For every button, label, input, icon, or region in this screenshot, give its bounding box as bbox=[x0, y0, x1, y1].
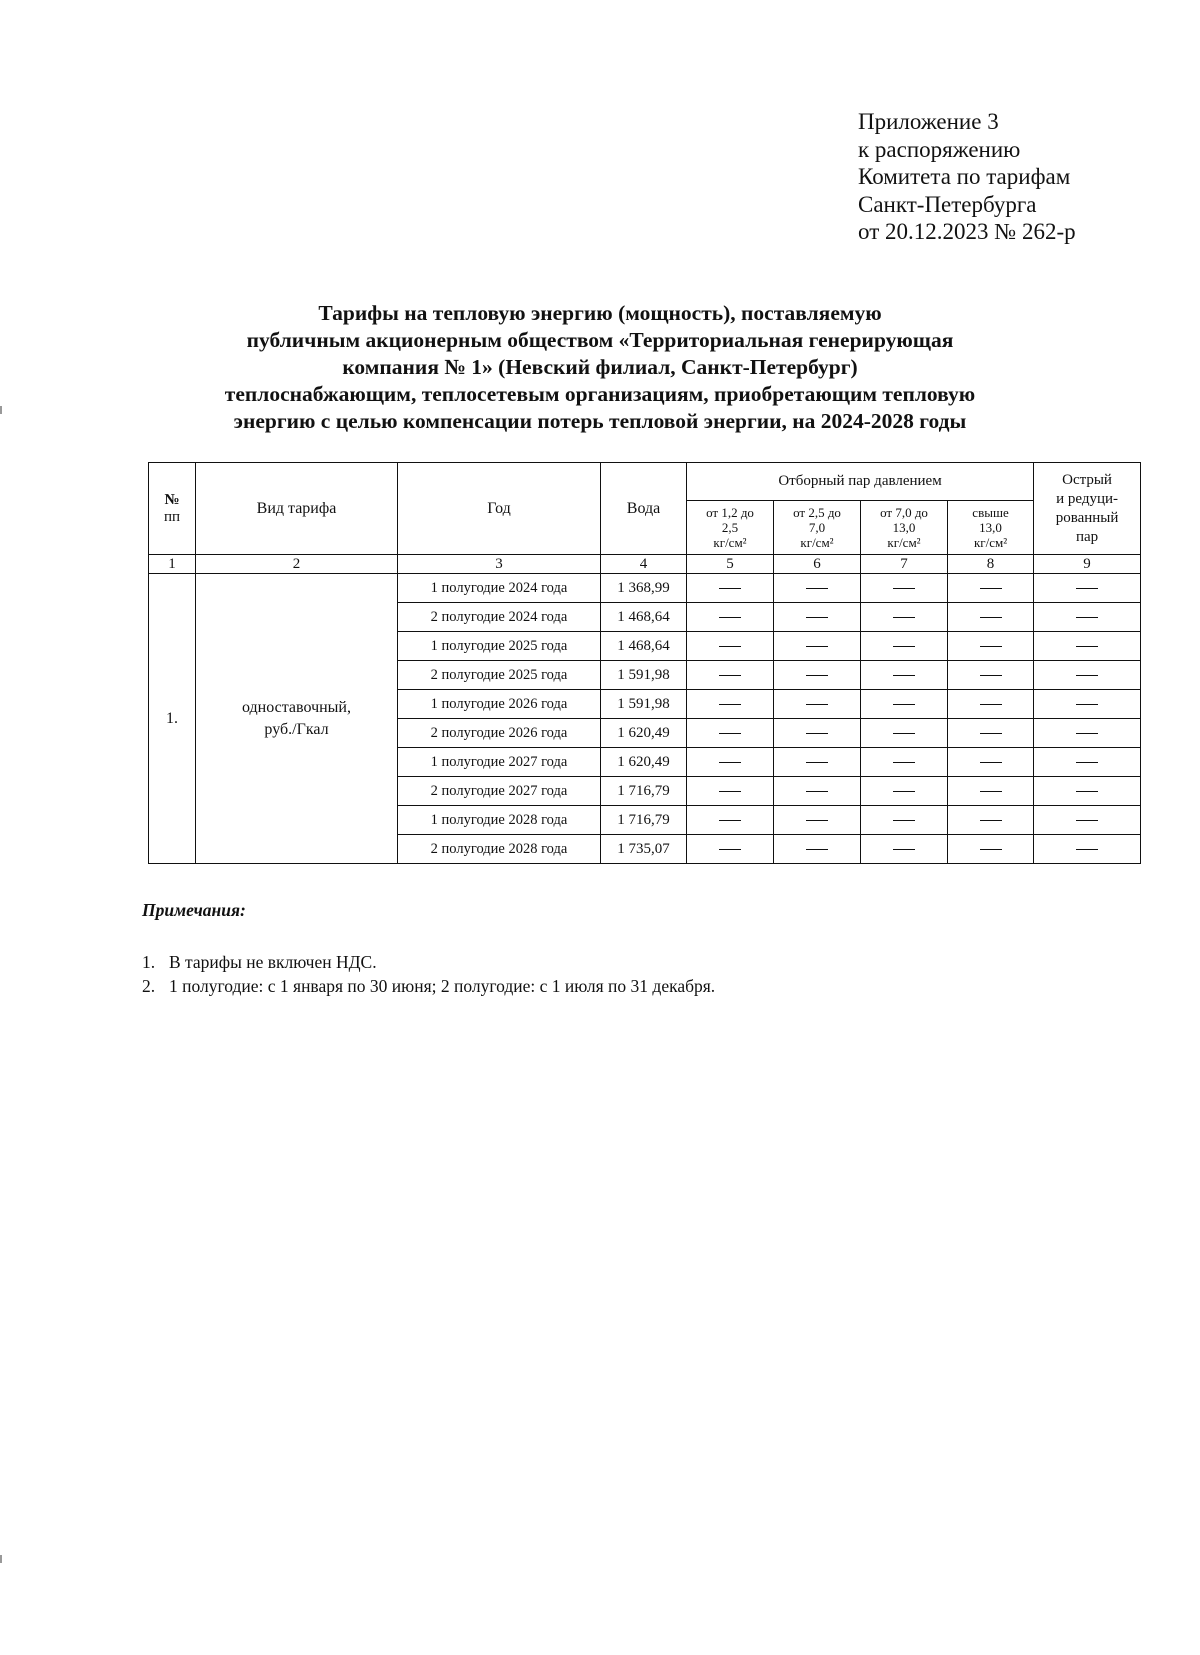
dash-mark bbox=[719, 791, 741, 792]
year-cell: 1 полугодие 2028 года bbox=[398, 806, 601, 835]
water-value: 1 591,98 bbox=[601, 661, 687, 690]
dash-mark bbox=[980, 704, 1002, 705]
notes-list bbox=[142, 950, 715, 998]
empty-cell bbox=[948, 661, 1034, 690]
dash-mark bbox=[980, 791, 1002, 792]
column-number: 6 bbox=[774, 555, 861, 574]
dash-mark bbox=[980, 646, 1002, 647]
header-water: Вода bbox=[601, 463, 687, 555]
header-steam-1 bbox=[687, 501, 774, 555]
header-steam-line: 2,5 bbox=[721, 520, 739, 535]
table-header-row bbox=[149, 463, 1141, 501]
table-row bbox=[149, 574, 1141, 603]
header-sharp-line: пар bbox=[1075, 528, 1099, 545]
dash-mark bbox=[806, 617, 828, 618]
empty-cell bbox=[861, 661, 948, 690]
dash-mark bbox=[1076, 588, 1098, 589]
dash-mark bbox=[719, 849, 741, 850]
dash-mark bbox=[719, 704, 741, 705]
dash-mark bbox=[806, 849, 828, 850]
header-steam-line: 7,0 bbox=[808, 520, 826, 535]
tariff-type-cell bbox=[196, 574, 398, 864]
empty-cell bbox=[774, 806, 861, 835]
empty-cell bbox=[948, 690, 1034, 719]
dash-mark bbox=[806, 733, 828, 734]
column-number: 3 bbox=[398, 555, 601, 574]
dash-mark bbox=[893, 588, 915, 589]
empty-cell bbox=[1034, 777, 1141, 806]
dash-mark bbox=[893, 733, 915, 734]
empty-cell bbox=[948, 632, 1034, 661]
column-number: 5 bbox=[687, 555, 774, 574]
dash-mark bbox=[893, 762, 915, 763]
dash-mark bbox=[719, 617, 741, 618]
dash-mark bbox=[1076, 820, 1098, 821]
header-sharp-line: Острый bbox=[1062, 471, 1112, 488]
empty-cell bbox=[948, 719, 1034, 748]
empty-cell bbox=[948, 806, 1034, 835]
header-steam-line: кг/см² bbox=[887, 535, 921, 550]
row-number: 1. bbox=[149, 574, 196, 864]
appendix-line: от 20.12.2023 № 262-р bbox=[858, 219, 1076, 244]
header-num-line1: № bbox=[164, 491, 180, 508]
dash-mark bbox=[893, 820, 915, 821]
dash-mark bbox=[980, 762, 1002, 763]
dash-mark bbox=[719, 733, 741, 734]
empty-cell bbox=[1034, 603, 1141, 632]
empty-cell bbox=[861, 574, 948, 603]
empty-cell bbox=[861, 719, 948, 748]
water-value: 1 716,79 bbox=[601, 806, 687, 835]
appendix-line: Приложение 3 bbox=[858, 109, 999, 134]
water-value: 1 620,49 bbox=[601, 719, 687, 748]
appendix-line: к распоряжению bbox=[858, 136, 1021, 162]
empty-cell bbox=[774, 835, 861, 864]
empty-cell bbox=[948, 574, 1034, 603]
dash-mark bbox=[893, 849, 915, 850]
dash-mark bbox=[806, 588, 828, 589]
empty-cell bbox=[861, 748, 948, 777]
dash-mark bbox=[893, 617, 915, 618]
header-num bbox=[149, 463, 196, 555]
empty-cell bbox=[687, 661, 774, 690]
dash-mark bbox=[1076, 617, 1098, 618]
tariff-type-line: одноставочный, bbox=[242, 698, 351, 716]
dash-mark bbox=[1076, 791, 1098, 792]
empty-cell bbox=[687, 603, 774, 632]
header-year: Год bbox=[398, 463, 601, 555]
note-text: В тарифы не включен НДС. bbox=[169, 952, 377, 972]
notes-title: Примечания: bbox=[142, 900, 246, 920]
year-cell: 2 полугодие 2028 года bbox=[398, 835, 601, 864]
tariff-table bbox=[148, 462, 1141, 864]
note-item bbox=[142, 950, 715, 974]
dash-mark bbox=[1076, 733, 1098, 734]
empty-cell bbox=[687, 806, 774, 835]
dash-mark bbox=[1076, 646, 1098, 647]
dash-mark bbox=[806, 646, 828, 647]
empty-cell bbox=[1034, 806, 1141, 835]
column-number: 8 bbox=[948, 555, 1034, 574]
empty-cell bbox=[687, 748, 774, 777]
empty-cell bbox=[1034, 661, 1141, 690]
empty-cell bbox=[1034, 574, 1141, 603]
empty-cell bbox=[687, 777, 774, 806]
year-cell: 1 полугодие 2024 года bbox=[398, 574, 601, 603]
note-text: 1 полугодие: с 1 января по 30 июня; 2 полугодие: с 1 июля по 31 декабря. bbox=[169, 976, 716, 996]
title-line: Тарифы на тепловую энергию (мощность), поставляемую bbox=[318, 301, 882, 325]
dash-mark bbox=[980, 588, 1002, 589]
dash-mark bbox=[719, 588, 741, 589]
empty-cell bbox=[774, 632, 861, 661]
dash-mark bbox=[719, 646, 741, 647]
header-steam-line: 13,0 bbox=[979, 520, 1002, 535]
empty-cell bbox=[687, 719, 774, 748]
document-title bbox=[140, 300, 1060, 435]
dash-mark bbox=[980, 820, 1002, 821]
header-steam-2 bbox=[774, 501, 861, 555]
empty-cell bbox=[687, 690, 774, 719]
header-sharp-steam bbox=[1034, 463, 1141, 555]
header-steam-line: кг/см² bbox=[973, 535, 1008, 550]
dash-mark bbox=[893, 646, 915, 647]
scan-edge-mark-bottom bbox=[0, 1555, 2, 1563]
dash-mark bbox=[719, 675, 741, 676]
appendix-line: Санкт-Петербурга bbox=[858, 191, 1037, 217]
header-tariff-type: Вид тарифа bbox=[196, 463, 398, 555]
empty-cell bbox=[1034, 690, 1141, 719]
title-line: публичным акционерным обществом «Территориальная генерирующая bbox=[246, 328, 954, 352]
empty-cell bbox=[687, 574, 774, 603]
dash-mark bbox=[893, 675, 915, 676]
appendix-reference bbox=[858, 108, 1076, 246]
dash-mark bbox=[806, 791, 828, 792]
empty-cell bbox=[948, 748, 1034, 777]
dash-mark bbox=[893, 791, 915, 792]
year-cell: 2 полугодие 2025 года bbox=[398, 661, 601, 690]
header-steam-line: от 1,2 до bbox=[706, 505, 754, 520]
dash-mark bbox=[719, 820, 741, 821]
empty-cell bbox=[948, 835, 1034, 864]
empty-cell bbox=[948, 603, 1034, 632]
water-value: 1 620,49 bbox=[601, 748, 687, 777]
empty-cell bbox=[1034, 632, 1141, 661]
empty-cell bbox=[774, 661, 861, 690]
empty-cell bbox=[861, 690, 948, 719]
dash-mark bbox=[980, 733, 1002, 734]
note-number: 2. bbox=[142, 976, 156, 996]
empty-cell bbox=[687, 835, 774, 864]
empty-cell bbox=[687, 632, 774, 661]
appendix-line: Комитета по тарифам bbox=[858, 164, 1071, 189]
header-steam-line: 13,0 bbox=[892, 520, 916, 535]
note-item bbox=[142, 974, 715, 998]
header-steam-3 bbox=[861, 501, 948, 555]
tariff-type-line: руб./Гкал bbox=[264, 720, 329, 738]
empty-cell bbox=[774, 748, 861, 777]
header-num-line2: пп bbox=[163, 508, 181, 525]
header-steam-line: кг/см² bbox=[713, 535, 747, 550]
dash-mark bbox=[1076, 849, 1098, 850]
empty-cell bbox=[861, 806, 948, 835]
empty-cell bbox=[774, 777, 861, 806]
dash-mark bbox=[806, 762, 828, 763]
dash-mark bbox=[980, 675, 1002, 676]
column-number: 4 bbox=[601, 555, 687, 574]
header-steam-line: свыше bbox=[972, 505, 1009, 520]
column-number: 2 bbox=[196, 555, 398, 574]
year-cell: 1 полугодие 2025 года bbox=[398, 632, 601, 661]
column-number: 1 bbox=[149, 555, 196, 574]
water-value: 1 468,64 bbox=[601, 632, 687, 661]
column-number: 9 bbox=[1034, 555, 1141, 574]
year-cell: 1 полугодие 2027 года bbox=[398, 748, 601, 777]
empty-cell bbox=[774, 690, 861, 719]
dash-mark bbox=[806, 820, 828, 821]
year-cell: 2 полугодие 2024 года bbox=[398, 603, 601, 632]
year-cell: 2 полугодие 2027 года bbox=[398, 777, 601, 806]
water-value: 1 716,79 bbox=[601, 777, 687, 806]
empty-cell bbox=[1034, 835, 1141, 864]
dash-mark bbox=[980, 617, 1002, 618]
empty-cell bbox=[948, 777, 1034, 806]
title-line: теплоснабжающим, теплосетевым организациям, приобретающим тепловую bbox=[224, 382, 976, 406]
empty-cell bbox=[1034, 748, 1141, 777]
water-value: 1 591,98 bbox=[601, 690, 687, 719]
header-steam-line: от 7,0 до bbox=[880, 505, 928, 520]
header-sharp-line: рованный bbox=[1055, 509, 1119, 526]
note-number: 1. bbox=[142, 952, 156, 972]
dash-mark bbox=[1076, 704, 1098, 705]
empty-cell bbox=[774, 574, 861, 603]
header-steam-line: от 2,5 до bbox=[793, 505, 841, 520]
dash-mark bbox=[1076, 675, 1098, 676]
water-value: 1 735,07 bbox=[601, 835, 687, 864]
empty-cell bbox=[861, 603, 948, 632]
water-value: 1 368,99 bbox=[601, 574, 687, 603]
dash-mark bbox=[719, 762, 741, 763]
scan-edge-mark-top bbox=[0, 406, 2, 414]
empty-cell bbox=[861, 835, 948, 864]
dash-mark bbox=[893, 704, 915, 705]
dash-mark bbox=[1076, 762, 1098, 763]
empty-cell bbox=[1034, 719, 1141, 748]
dash-mark bbox=[806, 675, 828, 676]
header-sharp-line: и редуци- bbox=[1056, 490, 1118, 507]
header-steam-line: кг/см² bbox=[800, 535, 834, 550]
empty-cell bbox=[774, 719, 861, 748]
empty-cell bbox=[861, 632, 948, 661]
title-line: компания № 1» (Невский филиал, Санкт-Петербург) bbox=[342, 355, 858, 379]
year-cell: 2 полугодие 2026 года bbox=[398, 719, 601, 748]
empty-cell bbox=[774, 603, 861, 632]
column-number: 7 bbox=[861, 555, 948, 574]
empty-cell bbox=[861, 777, 948, 806]
column-number-row bbox=[149, 555, 1141, 574]
year-cell: 1 полугодие 2026 года bbox=[398, 690, 601, 719]
dash-mark bbox=[980, 849, 1002, 850]
water-value: 1 468,64 bbox=[601, 603, 687, 632]
dash-mark bbox=[806, 704, 828, 705]
title-line: энергию с целью компенсации потерь тепловой энергии, на 2024-2028 годы bbox=[233, 409, 967, 433]
header-steam-4 bbox=[948, 501, 1034, 555]
header-steam-group: Отборный пар давлением bbox=[687, 463, 1034, 501]
